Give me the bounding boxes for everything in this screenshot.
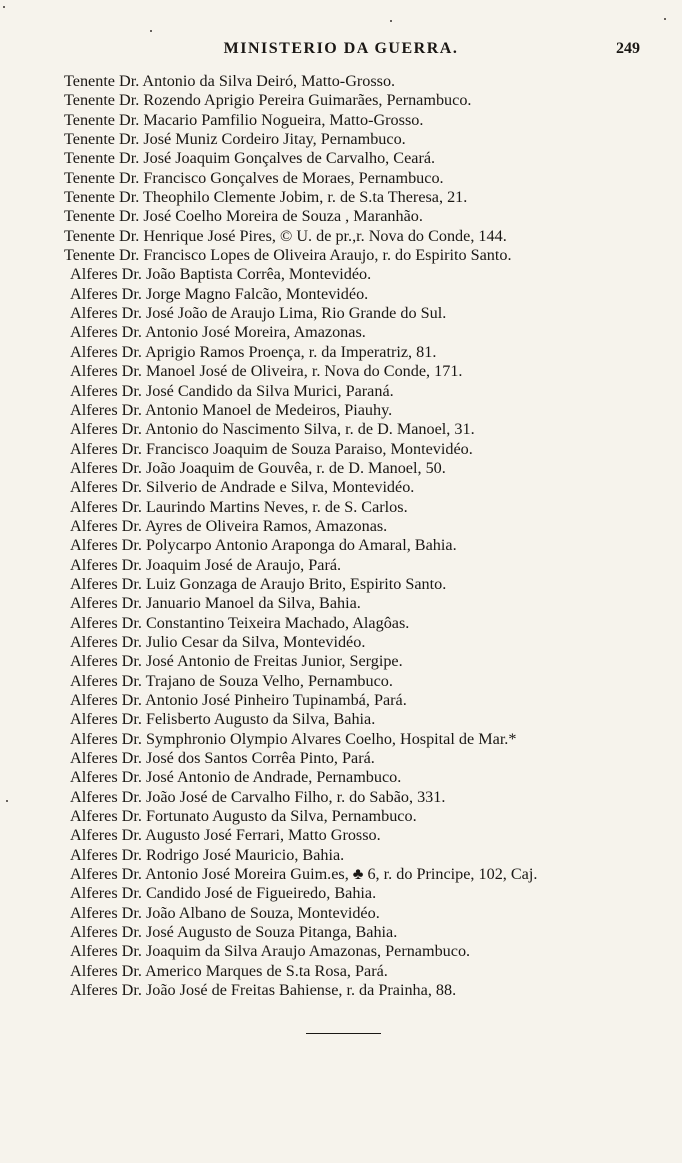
officer-entry: Alferes Dr. Silverio de Andrade e Silva, Montevidéo. — [70, 478, 415, 497]
officer-entry: Alferes Dr. Felisberto Augusto da Silva, Bahia. — [70, 710, 376, 729]
ink-speck — [390, 20, 392, 22]
officer-entry: Alferes Dr. Julio Cesar da Silva, Montevidéo. — [70, 632, 366, 651]
officer-entry: Alferes Dr. Antonio Manoel de Medeiros, Piauhy. — [70, 400, 393, 419]
page-number: 249 — [616, 40, 640, 57]
officer-entry: Alferes Dr. João Baptista Corrêa, Montevidéo. — [70, 265, 372, 284]
officer-entry: Alferes Dr. João Albano de Souza, Montevidéo. — [70, 903, 380, 922]
officer-entry: Tenente Dr. Rozendo Aprigio Pereira Guimarães, Pernambuco. — [64, 91, 472, 110]
officer-entry: Tenente Dr. Francisco Gonçalves de Moraes, Pernambuco. — [64, 168, 444, 187]
officer-entry: Tenente Dr. José Coelho Moreira de Souza , Maranhão. — [64, 207, 423, 226]
officer-entry: Alferes Dr. Candido José de Figueiredo, Bahia. — [70, 884, 377, 903]
ink-speck — [664, 18, 666, 20]
officer-entry: Alferes Dr. Manoel José de Oliveira, r. Nova do Conde, 171. — [70, 362, 463, 381]
officer-entry: Alferes Dr. Trajano de Souza Velho, Pernambuco. — [70, 671, 393, 690]
officer-entry: Tenente Dr. Henrique José Pires, © U. de pr.,r. Nova do Conde, 144. — [64, 226, 507, 245]
officer-entry: Alferes Dr. Joaquim da Silva Araujo Amazonas, Pernambuco. — [70, 942, 471, 961]
officer-entry: Alferes Dr. Polycarpo Antonio Araponga do Amaral, Bahia. — [70, 536, 457, 555]
officer-entry: Tenente Dr. Antonio da Silva Deiró, Matto-Grosso. — [64, 72, 396, 90]
officer-entry: Alferes Dr. Luiz Gonzaga de Araujo Brito, Espirito Santo. — [70, 574, 447, 593]
officer-entry: Alferes Dr. Rodrigo José Mauricio, Bahia. — [70, 845, 345, 864]
officer-entry: Alferes Dr. João Joaquim de Gouvêa, r. de D. Manoel, 50. — [70, 458, 446, 477]
officer-entry: Alferes Dr. José dos Santos Corrêa Pinto, Pará. — [70, 749, 375, 768]
officer-entry: Tenente Dr. Macario Pamfilio Nogueira, Matto-Grosso. — [64, 110, 424, 129]
officer-entry: Alferes Dr. Constantino Teixeira Machado, Alagôas. — [70, 613, 410, 632]
officer-entry: Alferes Dr. Antonio do Nascimento Silva, r. de D. Manoel, 31. — [70, 420, 475, 439]
officer-entry: Alferes Dr. Jorge Magno Falcão, Montevidéo. — [70, 284, 369, 303]
officer-entry: Alferes Dr. José Candido da Silva Murici, Paraná. — [70, 381, 394, 400]
officer-list — [64, 72, 664, 1001]
officer-entry: Alferes Dr. Augusto José Ferrari, Matto Grosso. — [70, 826, 381, 845]
officer-entry: Alferes Dr. José João de Araujo Lima, Rio Grande do Sul. — [70, 304, 447, 323]
ink-speck — [3, 6, 5, 8]
officer-entry: Tenente Dr. Theophilo Clemente Jobim, r. de S.ta Theresa, 21. — [64, 188, 468, 207]
running-title: MINISTERIO DA GUERRA. — [223, 40, 459, 57]
officer-entry: Alferes Dr. José Augusto de Souza Pitanga, Bahia. — [70, 923, 398, 942]
officer-entry: Alferes Dr. Antonio José Moreira, Amazonas. — [70, 323, 366, 342]
officer-entry: Alferes Dr. Januario Manoel da Silva, Bahia. — [70, 594, 361, 613]
officer-entry: Alferes Dr. Americo Marques de S.ta Rosa, Pará. — [70, 961, 388, 980]
officer-entry: Alferes Dr. João José de Carvalho Filho, r. do Sabão, 331. — [70, 787, 446, 806]
page-header — [0, 40, 682, 66]
officer-entry: Alferes Dr. Laurindo Martins Neves, r. de S. Carlos. — [70, 497, 408, 516]
officer-entry: Alferes Dr. Antonio José Pinheiro Tupinambá, Pará. — [70, 691, 407, 709]
officer-entry: Alferes Dr. Francisco Joaquim de Souza Paraiso, Montevidéo. — [70, 439, 473, 458]
officer-entry: Tenente Dr. Francisco Lopes de Oliveira Araujo, r. do Espirito Santo. — [64, 246, 512, 265]
officer-entry: Tenente Dr. José Muniz Cordeiro Jitay, Pernambuco. — [64, 130, 406, 149]
officer-entry: Alferes Dr. Symphronio Olympio Alvares Coelho, Hospital de Mar.* — [70, 729, 517, 748]
ink-speck — [6, 800, 8, 802]
officer-entry: Alferes Dr. Joaquim José de Araujo, Pará. — [70, 555, 342, 574]
section-divider — [306, 1033, 381, 1034]
officer-entry: Tenente Dr. José Joaquim Gonçalves de Carvalho, Ceará. — [64, 149, 436, 168]
officer-entry: Alferes Dr. Ayres de Oliveira Ramos, Amazonas. — [70, 516, 388, 535]
officer-entry: Alferes Dr. José Antonio de Andrade, Pernambuco. — [70, 768, 402, 787]
officer-entry: Alferes Dr. Fortunato Augusto da Silva, Pernambuco. — [70, 807, 417, 826]
officer-entry: Alferes Dr. Antonio José Moreira Guim.es, ♣ 6, r. do Principe, 102, Caj. — [70, 865, 538, 884]
officer-entry: Alferes Dr. José Antonio de Freitas Junior, Sergipe. — [70, 652, 403, 671]
officer-entry: Alferes Dr. Aprigio Ramos Proença, r. da Imperatriz, 81. — [70, 342, 437, 361]
ink-speck — [150, 30, 152, 32]
officer-entry: Alferes Dr. João José de Freitas Bahiense, r. da Prainha, 88. — [70, 981, 457, 1000]
